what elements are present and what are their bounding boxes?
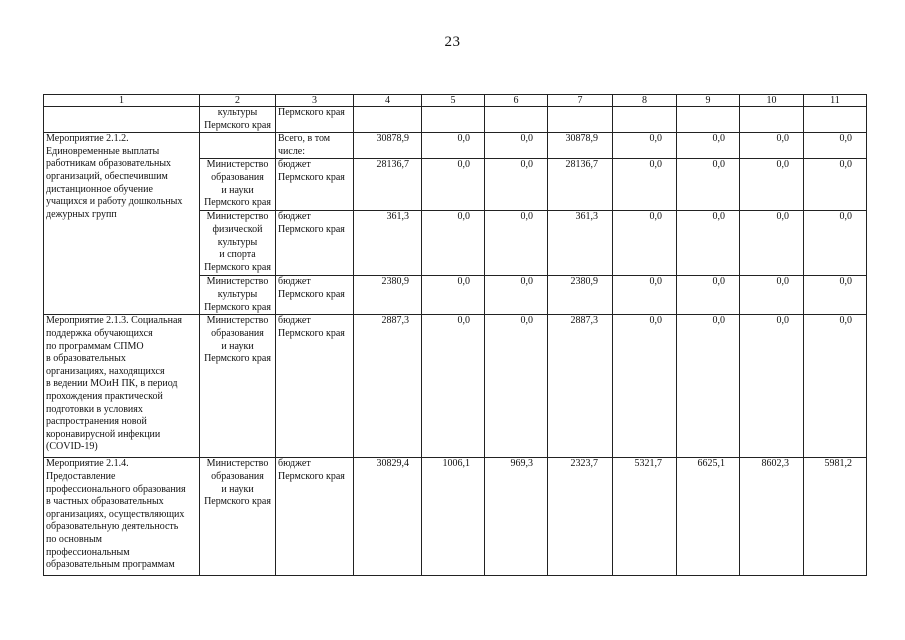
value-cell: 969,3 <box>485 458 548 576</box>
value-cell: 28136,7 <box>548 159 613 211</box>
value-cell: 0,0 <box>740 315 804 458</box>
value-cell <box>740 107 804 133</box>
measure-name: Мероприятие 2.1.4. Предоставление профессионального образования в частных образовательных организациях, осуществляющих образовательную деятельность по основным профессиональным образовательным программам <box>44 458 200 576</box>
column-header: 2 <box>200 95 276 107</box>
column-header: 10 <box>740 95 804 107</box>
value-cell: 5981,2 <box>804 458 867 576</box>
executor: культуры Пермского края <box>200 107 276 133</box>
funding-source: бюджет Пермского края <box>276 159 354 211</box>
column-header: 9 <box>677 95 740 107</box>
funding-source: бюджет Пермского края <box>276 211 354 276</box>
value-cell: 0,0 <box>740 133 804 159</box>
value-cell: 0,0 <box>613 276 677 315</box>
value-cell: 5321,7 <box>613 458 677 576</box>
funding-source: бюджет Пермского края <box>276 458 354 576</box>
column-header: 1 <box>44 95 200 107</box>
value-cell: 0,0 <box>613 159 677 211</box>
value-cell: 0,0 <box>613 133 677 159</box>
value-cell: 0,0 <box>485 133 548 159</box>
header-row <box>44 95 867 107</box>
value-cell: 2887,3 <box>354 315 422 458</box>
funding-source: бюджет Пермского края <box>276 315 354 458</box>
value-cell: 1006,1 <box>422 458 485 576</box>
value-cell: 0,0 <box>485 211 548 276</box>
column-header: 3 <box>276 95 354 107</box>
measure-name <box>44 107 200 133</box>
funding-source: бюджет Пермского края <box>276 276 354 315</box>
table-row <box>44 458 867 576</box>
value-cell: 0,0 <box>485 159 548 211</box>
value-cell: 0,0 <box>422 133 485 159</box>
value-cell: 361,3 <box>354 211 422 276</box>
value-cell: 0,0 <box>804 133 867 159</box>
value-cell: 0,0 <box>677 159 740 211</box>
executor: Министерство образования и науки Пермского края <box>200 315 276 458</box>
value-cell: 0,0 <box>677 133 740 159</box>
value-cell <box>485 107 548 133</box>
executor: Министерство культуры Пермского края <box>200 276 276 315</box>
value-cell: 0,0 <box>804 211 867 276</box>
executor: Министерство образования и науки Пермского края <box>200 458 276 576</box>
funding-source: Пермского края <box>276 107 354 133</box>
value-cell: 2323,7 <box>548 458 613 576</box>
value-cell: 0,0 <box>422 276 485 315</box>
value-cell: 0,0 <box>804 276 867 315</box>
value-cell: 28136,7 <box>354 159 422 211</box>
value-cell: 0,0 <box>613 211 677 276</box>
value-cell: 30829,4 <box>354 458 422 576</box>
value-cell <box>422 107 485 133</box>
value-cell: 2380,9 <box>548 276 613 315</box>
table-row <box>44 107 867 133</box>
value-cell: 0,0 <box>677 211 740 276</box>
column-header: 8 <box>613 95 677 107</box>
value-cell: 0,0 <box>613 315 677 458</box>
value-cell <box>677 107 740 133</box>
value-cell <box>804 107 867 133</box>
value-cell: 361,3 <box>548 211 613 276</box>
executor: Министерство физической культуры и спорта Пермского края <box>200 211 276 276</box>
page-number: 23 <box>444 34 461 50</box>
executor: Министерство образования и науки Пермского края <box>200 159 276 211</box>
value-cell: 0,0 <box>422 159 485 211</box>
value-cell: 8602,3 <box>740 458 804 576</box>
value-cell: 30878,9 <box>354 133 422 159</box>
value-cell: 0,0 <box>485 315 548 458</box>
table-row <box>44 315 867 458</box>
funding-source: Всего, в том числе: <box>276 133 354 159</box>
value-cell <box>613 107 677 133</box>
table-row <box>44 133 867 159</box>
value-cell: 0,0 <box>740 211 804 276</box>
value-cell: 0,0 <box>422 211 485 276</box>
column-header: 7 <box>548 95 613 107</box>
value-cell: 0,0 <box>485 276 548 315</box>
value-cell: 0,0 <box>422 315 485 458</box>
value-cell: 0,0 <box>740 276 804 315</box>
value-cell: 0,0 <box>677 315 740 458</box>
value-cell: 6625,1 <box>677 458 740 576</box>
value-cell: 2887,3 <box>548 315 613 458</box>
column-header: 6 <box>485 95 548 107</box>
value-cell: 0,0 <box>740 159 804 211</box>
column-header: 11 <box>804 95 867 107</box>
column-header: 5 <box>422 95 485 107</box>
measure-name: Мероприятие 2.1.2. Единовременные выплаты работникам образовательных организаций, обеспечившим дистанционное обучение учащихся и работу дошкольных дежурных групп <box>44 133 200 315</box>
value-cell: 30878,9 <box>548 133 613 159</box>
value-cell: 0,0 <box>804 315 867 458</box>
executor <box>200 133 276 159</box>
budget-table <box>43 94 867 576</box>
value-cell <box>354 107 422 133</box>
measure-name: Мероприятие 2.1.3. Социальная поддержка обучающихся по программам СПМО в образовательных организациях, находящихся в ведении МОиН ПК, в период прохождения практической подготовки в условиях распространения новой коронавирусной инфекции (COVID-19) <box>44 315 200 458</box>
value-cell: 0,0 <box>804 159 867 211</box>
value-cell <box>548 107 613 133</box>
value-cell: 2380,9 <box>354 276 422 315</box>
column-header: 4 <box>354 95 422 107</box>
value-cell: 0,0 <box>677 276 740 315</box>
